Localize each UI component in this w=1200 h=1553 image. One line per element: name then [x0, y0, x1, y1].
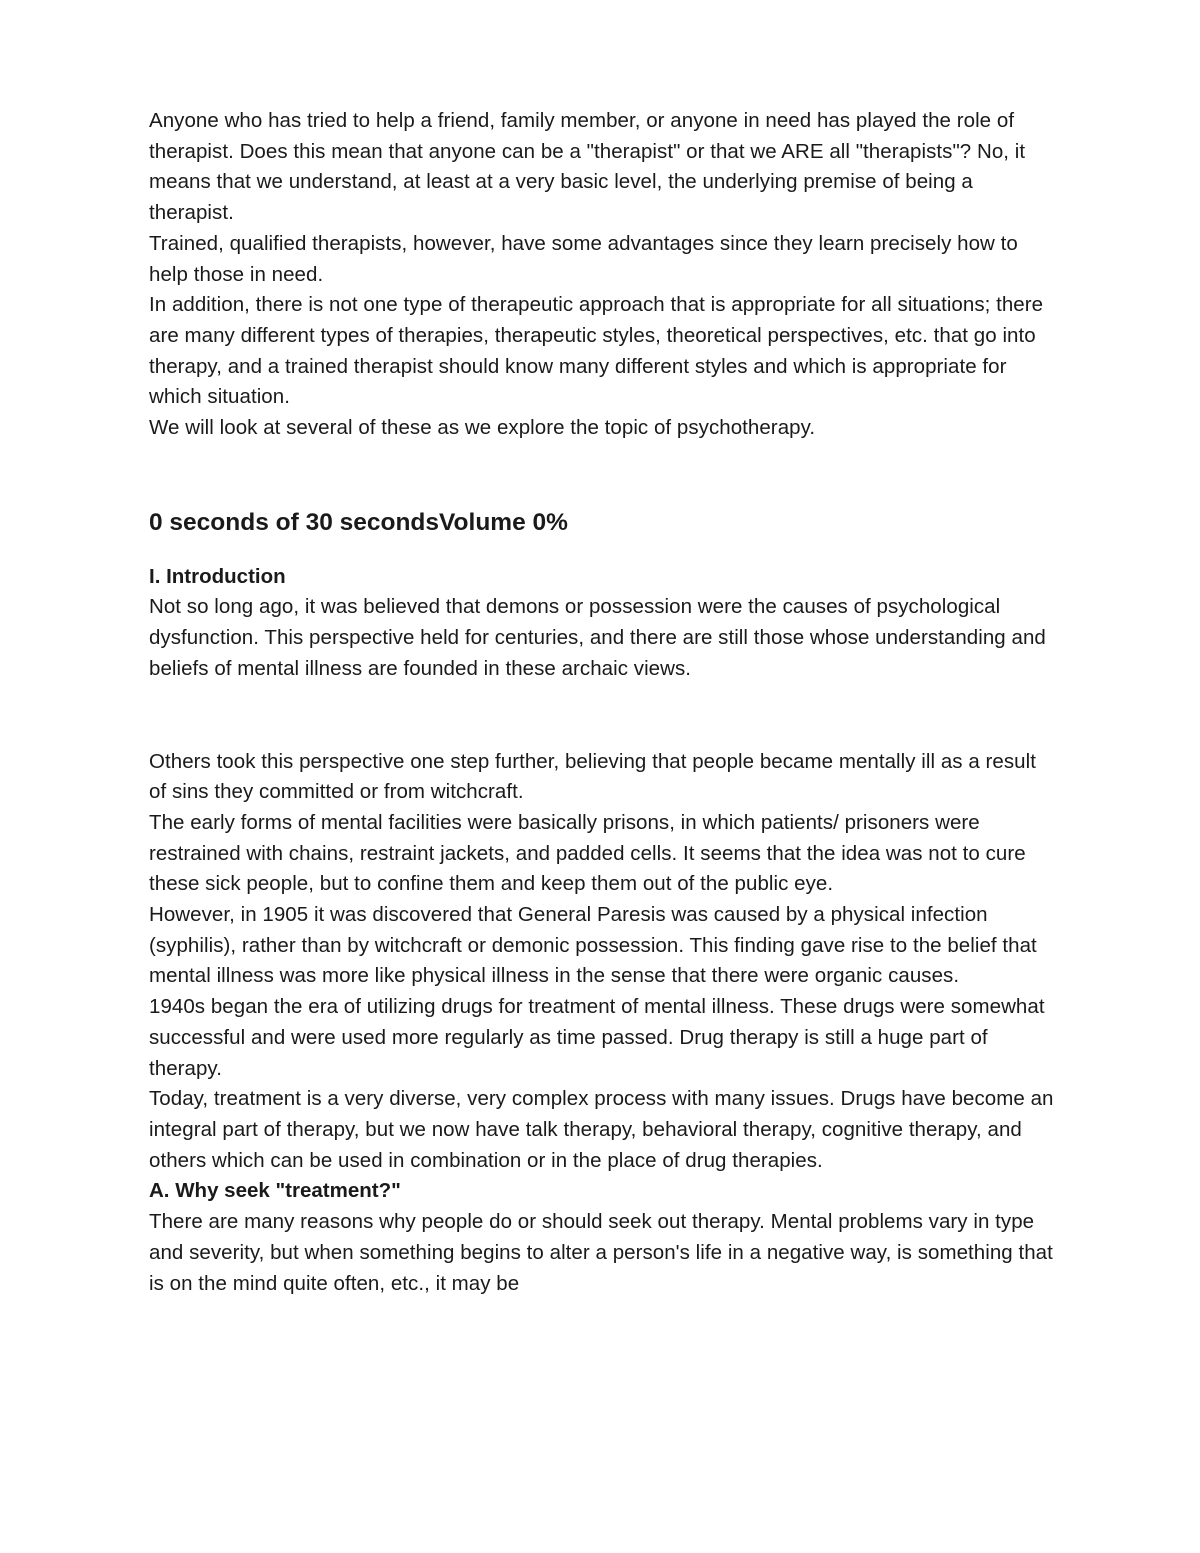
intro-paragraph-2: Trained, qualified therapists, however, have some advantages since they learn precisely how to help those in need.: [149, 231, 1018, 286]
why-seek-treatment-paragraph-1: There are many reasons why people do or should seek out therapy. Mental problems vary in type and severity, but when something begins to alter a person's life in a negative way, is something that is on the mind quite often, etc., it may be: [149, 1210, 1053, 1295]
video-player-status: 0 seconds of 30 secondsVolume 0%: [149, 508, 568, 536]
introduction-paragraph-3: The early forms of mental facilities were basically prisons, in which patients/ prisoners were restrained with chains, restraint jackets, and padded cells. It seems that the idea was not to cure these sick people, but to confine them and keep them out of the public eye.: [149, 810, 1026, 896]
introduction-paragraph-2: Others took this perspective one step further, believing that people became mentally ill as a result of sins they committed or from witchcraft.: [149, 749, 1036, 804]
introduction-paragraph-5: 1940s began the era of utilizing drugs for treatment of mental illness. These drugs were somewhat successful and were used more regularly as time passed. Drug therapy is still a huge part of therapy.: [149, 995, 1045, 1080]
spacer: [149, 444, 1054, 506]
section-heading-introduction: I. Introduction: [149, 564, 286, 588]
intro-paragraph-3: In addition, there is not one type of therapeutic approach that is appropriate for all situations; there are many different types of therapies, therapeutic styles, theoretical perspectives, etc. that go into therapy, and a trained therapist should know many different styles and which is appropriate for which situation.: [149, 293, 1044, 409]
intro-paragraph-1: Anyone who has tried to help a friend, family member, or anyone in need has played the role of therapist. Does this mean that anyone can be a "therapist" or that we ARE all "therapists"? No, it means that we understand, at least at a very basic level, the underlying premise of being a therapist.: [149, 109, 1026, 225]
spacer: [149, 540, 1054, 562]
subsection-heading-why-seek-treatment: A. Why seek "treatment?": [149, 1179, 401, 1203]
spacer: [149, 685, 1054, 747]
document-page: [149, 106, 1054, 1299]
introduction-paragraph-6: Today, treatment is a very diverse, very complex process with many issues. Drugs have become an integral part of therapy, but we now have talk therapy, behavioral therapy, cognitive therapy, and others which can be used in combination or in the place of drug therapies.: [149, 1087, 1054, 1172]
intro-paragraph-4: We will look at several of these as we explore the topic of psychotherapy.: [149, 416, 816, 440]
introduction-paragraph-1: Not so long ago, it was believed that demons or possession were the causes of psychological dysfunction. This perspective held for centuries, and there are still those whose understanding and beliefs of mental illness are founded in these archaic views.: [149, 595, 1046, 680]
introduction-paragraph-4: However, in 1905 it was discovered that General Paresis was caused by a physical infection (syphilis), rather than by witchcraft or demonic possession. This finding gave rise to the belief that mental illness was more like physical illness in the sense that there were organic causes.: [149, 903, 1037, 988]
